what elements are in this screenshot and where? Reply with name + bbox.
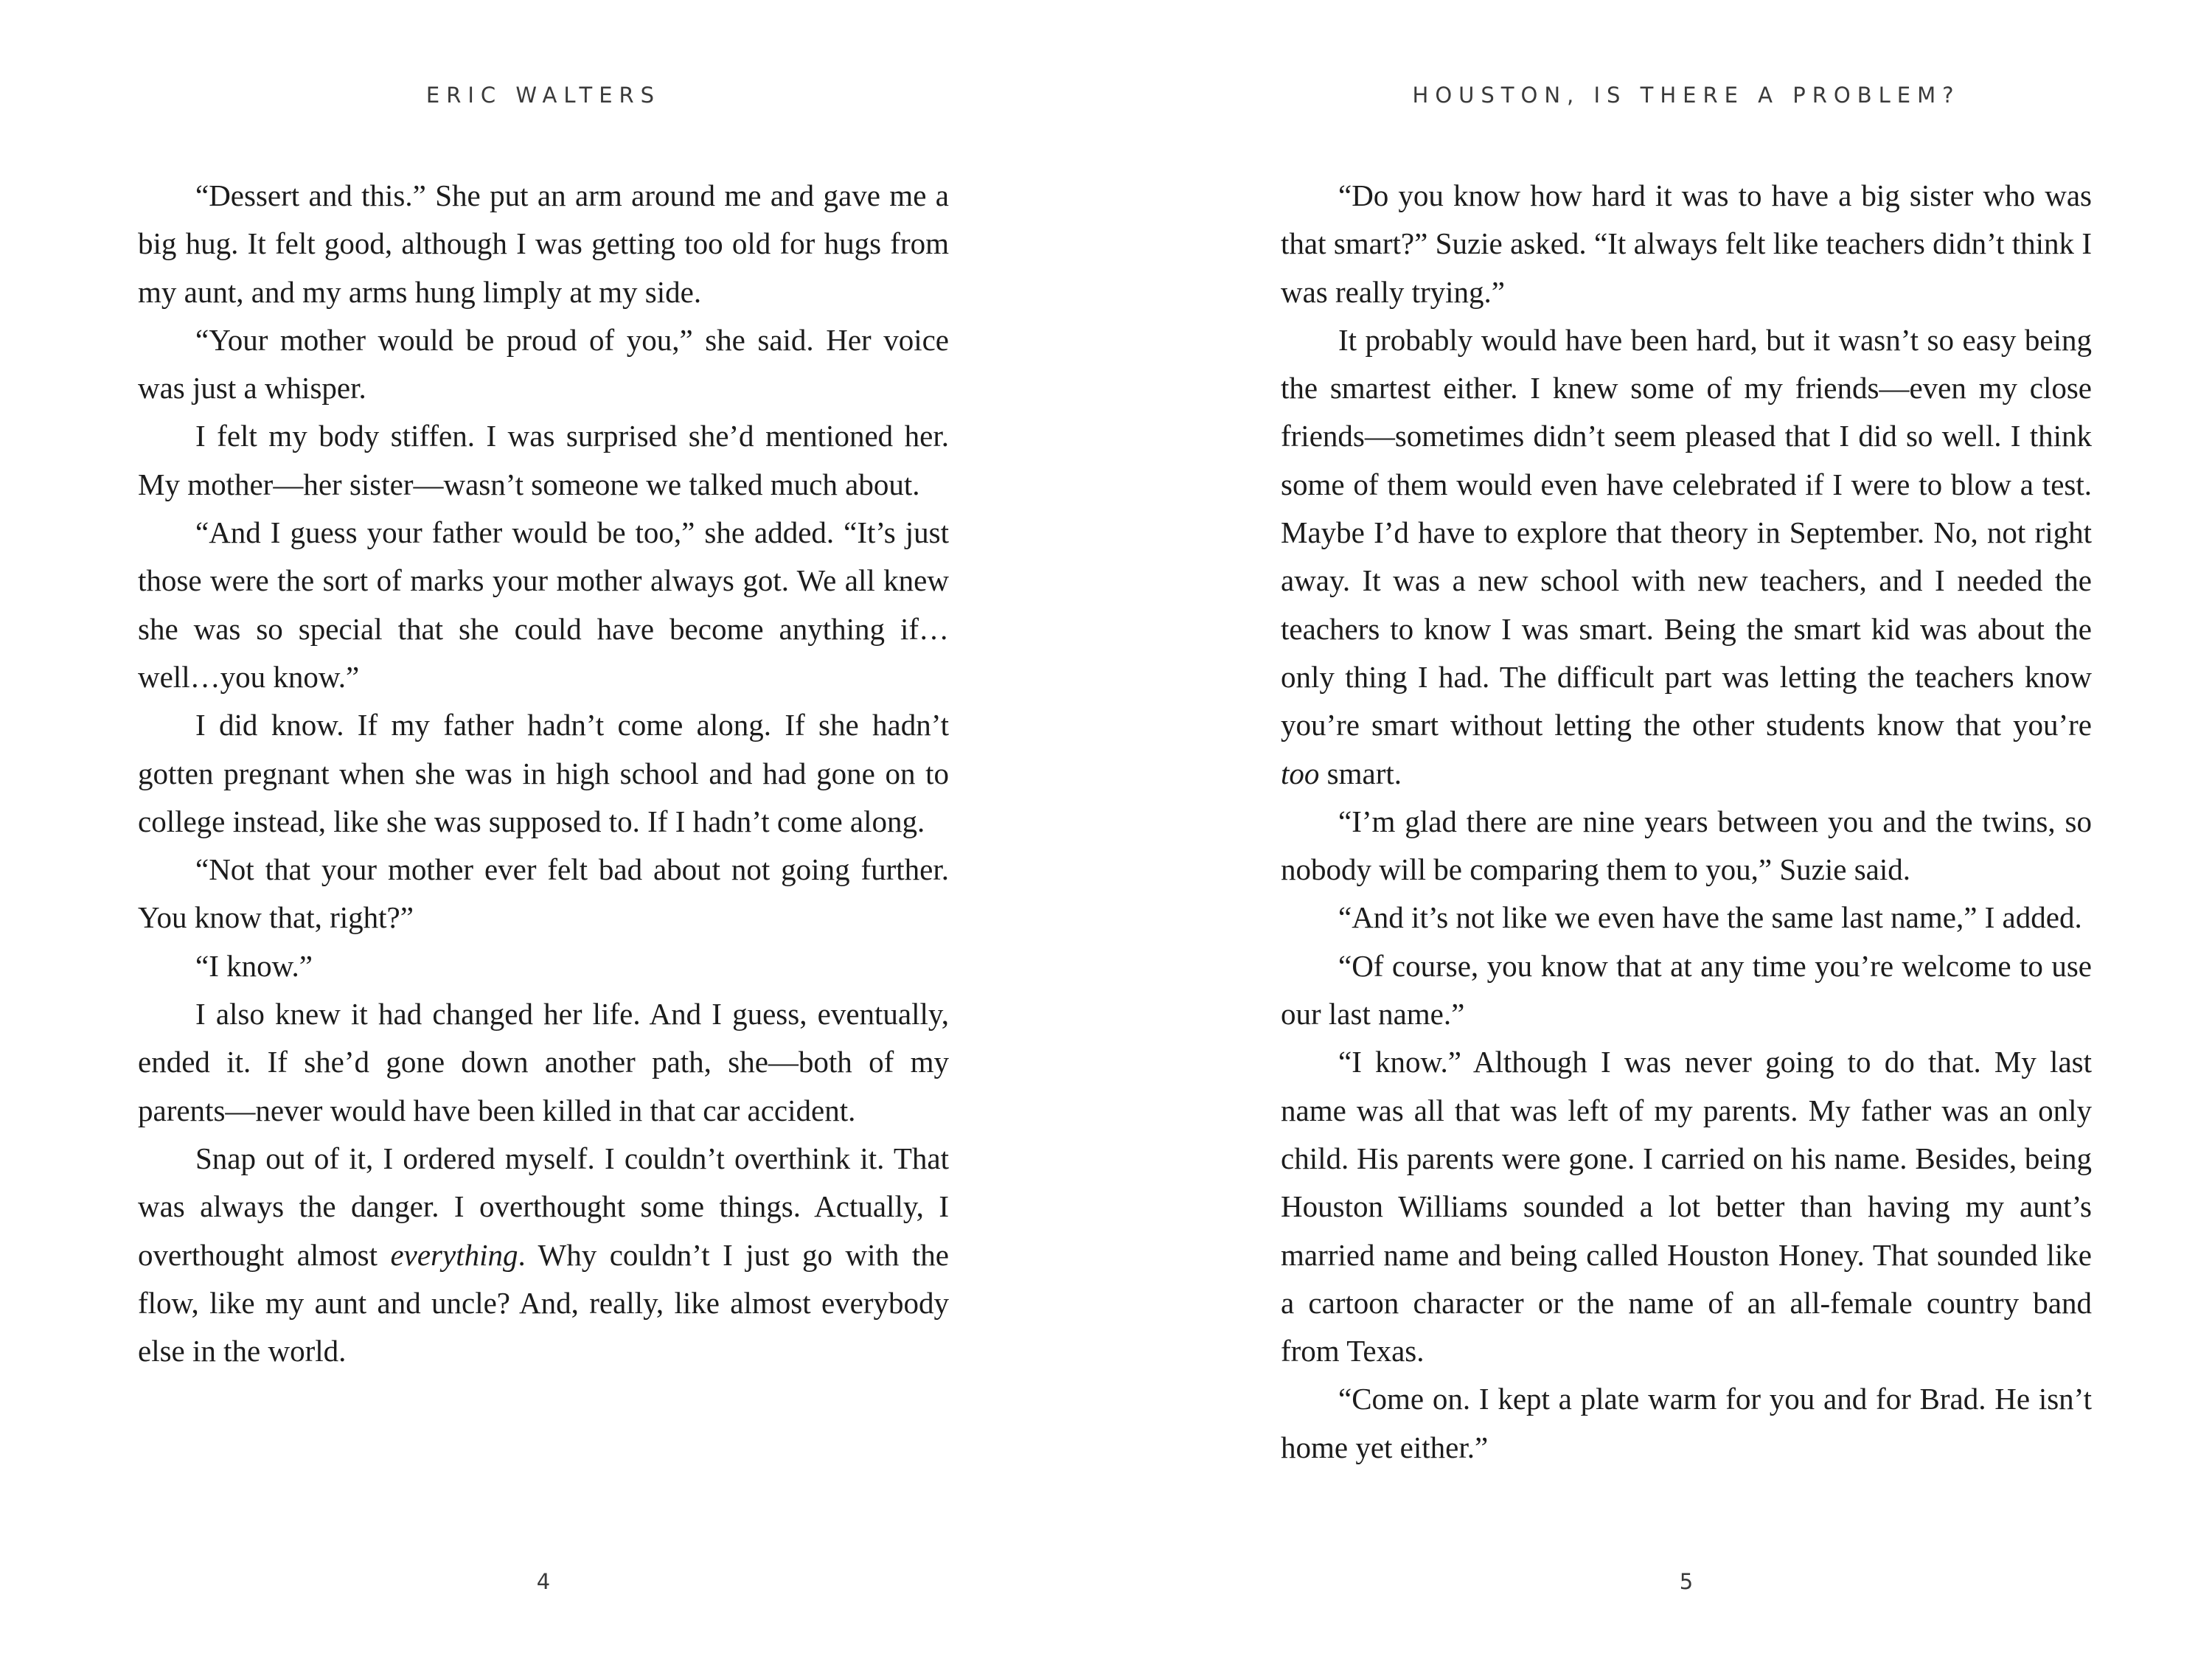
right-page: [1106, 0, 2212, 1659]
paragraph: “Your mother would be proud of you,” she said. Her voice was just a whisper.: [138, 322, 949, 406]
paragraph: I did know. If my father hadn’t come along. If she hadn’t gotten pregnant when she was in high school and had gone on to college instead, like she was supposed to. If I hadn’t come along.: [138, 708, 949, 838]
paragraph: “And it’s not like we even have the same last name,” I added.: [1338, 900, 2082, 935]
paragraph: [1281, 316, 2092, 798]
paragraph: “I know.” Although I was never going to do that. My last name was all that was left of my parents. My father was an only child. His parents were gone. I carried on his name. Besides, being Houston Williams sounded a lot better than having my aunt’s married name and being called Houston Honey. That sounded like a cartoon character or the name of an all-female country band from Texas.: [1281, 1045, 2092, 1368]
running-head-title: HOUSTON, IS THERE A PROBLEM?: [1412, 83, 1961, 108]
paragraph: “And I guess your father would be too,” she added. “It’s just those were the sort of marks your mother always got. We all knew she was so special that she could have become anything if…well…you know.”: [138, 515, 949, 694]
italic-emphasis: everything: [390, 1237, 518, 1272]
paragraph: “Of course, you know that at any time you’re welcome to use our last name.”: [1281, 948, 2092, 1032]
paragraph: [138, 1135, 949, 1375]
italic-emphasis: too: [1281, 756, 1320, 790]
text-run: Snap out of it, I ordered myself. I couldn’t overthink it. That was always the danger. I overthought some things. Actually, I overthought almost: [138, 1141, 949, 1272]
page-number: 5: [1679, 1569, 1694, 1594]
page-number: 4: [536, 1569, 551, 1594]
paragraph: “Dessert and this.” She put an arm around me and gave me a big hug. It felt good, although I was getting too old for hugs from my aunt, and my arms hung limply at my side.: [138, 178, 949, 309]
paragraph: “Come on. I kept a plate warm for you and for Brad. He isn’t home yet either.”: [1281, 1382, 2092, 1464]
paragraph: I also knew it had changed her life. And I guess, eventually, ended it. If she’d gone down another path, she—both of my parents—never would have been killed in that car accident.: [138, 997, 949, 1127]
text-run: . Why couldn’t I just go with the flow, like my aunt and uncle? And, really, like almost everybody else in the world.: [138, 1237, 949, 1368]
running-head-author: ERIC WALTERS: [425, 83, 661, 108]
paragraph: “Not that your mother ever felt bad about not going further. You know that, right?”: [138, 852, 949, 935]
left-page-text: [138, 172, 949, 1375]
paragraph: “I know.”: [195, 948, 313, 983]
paragraph: “I’m glad there are nine years between you and the twins, so nobody will be comparing them to you,” Suzie said.: [1281, 804, 2092, 887]
right-page-text: [1281, 172, 2092, 1472]
paragraph: “Do you know how hard it was to have a big sister who was that smart?” Suzie asked. “It always felt like teachers didn’t think I was really trying.”: [1281, 178, 2092, 309]
text-run: It probably would have been hard, but it wasn’t so easy being the smartest either. I knew some of my friends—even my close friends—sometimes didn’t seem pleased that I did so well. I think some of them would even have celebrated if I were to blow a test. Maybe I’d have to explore that theory in September. No, not right away. It was a new school with new teachers, and I needed the teachers to know I was smart. Being the smart kid was about the only thing I had. The difficult part was letting the teachers know you’re smart without letting the other students know that you’re: [1281, 322, 2092, 742]
text-run: smart.: [1319, 756, 1402, 790]
paragraph: I felt my body stiffen. I was surprised she’d mentioned her. My mother—her sister—wasn’t someone we talked much about.: [138, 419, 949, 501]
